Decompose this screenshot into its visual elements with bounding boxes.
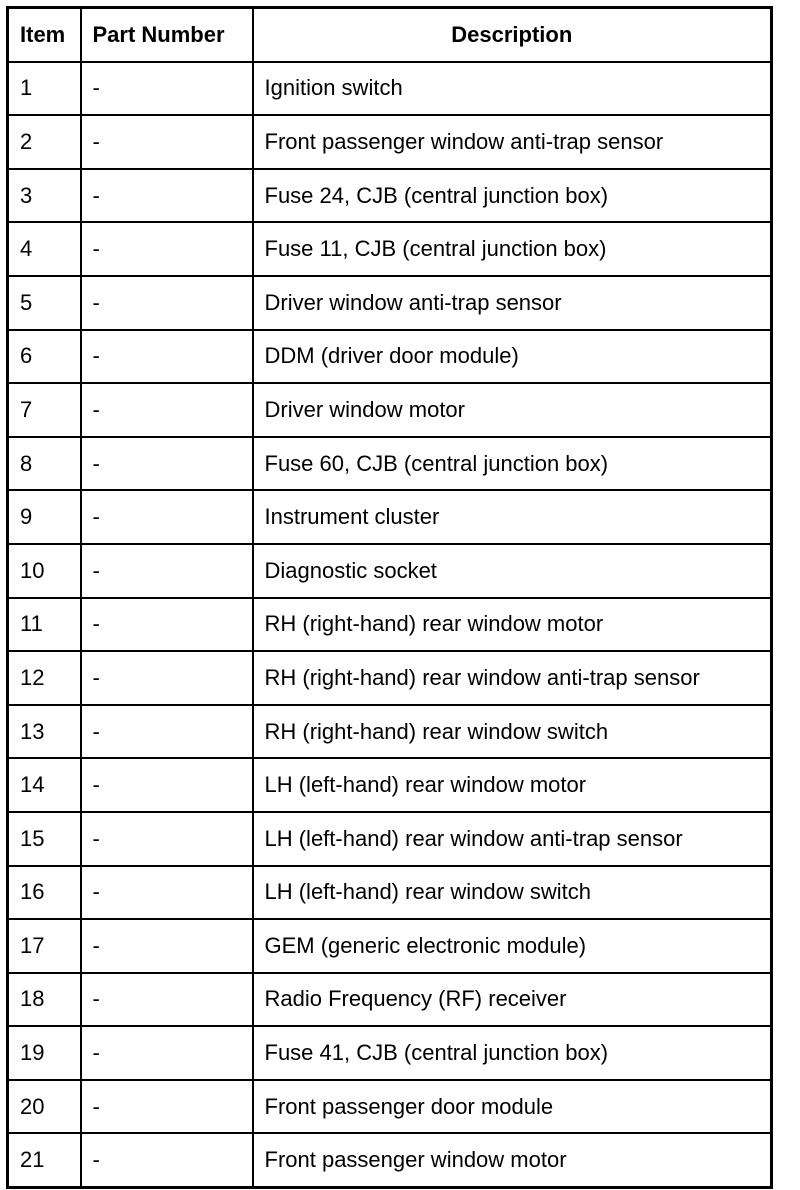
cell-item: 11: [8, 598, 81, 652]
table-row: [8, 222, 772, 276]
cell-part-number: -: [81, 651, 253, 705]
cell-item: 2: [8, 115, 81, 169]
parts-table: [6, 6, 773, 1189]
cell-description: Driver window anti-trap sensor: [253, 276, 772, 330]
table-row: [8, 598, 772, 652]
cell-description: Front passenger window anti-trap sensor: [253, 115, 772, 169]
cell-item: 20: [8, 1080, 81, 1134]
cell-description: Instrument cluster: [253, 490, 772, 544]
cell-description: Front passenger window motor: [264, 1147, 567, 1173]
table-row: [8, 812, 772, 866]
cell-item: 21: [8, 1133, 81, 1187]
table-row: [8, 919, 772, 973]
cell-description: Fuse 60, CJB (central junction box): [253, 437, 772, 491]
cell-item: 4: [8, 222, 81, 276]
cell-item: 12: [8, 651, 81, 705]
cell-description: RH (right-hand) rear window anti-trap sensor: [253, 651, 772, 705]
cell-description: Fuse 24, CJB (central junction box): [253, 169, 772, 223]
cell-part-number: -: [81, 437, 253, 491]
table-row: [8, 169, 772, 223]
table-row: [8, 1026, 772, 1080]
table-row: [8, 866, 772, 920]
header-item: Item: [8, 8, 81, 62]
cell-description: Ignition switch: [253, 62, 772, 116]
cell-description: Diagnostic socket: [253, 544, 772, 598]
cell-item: 19: [8, 1026, 81, 1080]
cell-item: 3: [8, 169, 81, 223]
cell-description: LH (left-hand) rear window anti-trap sensor: [253, 812, 772, 866]
cell-description: Radio Frequency (RF) receiver: [253, 973, 772, 1027]
cell-item: 6: [8, 330, 81, 384]
cell-part-number: -: [81, 758, 253, 812]
cell-description: Front passenger door module: [253, 1080, 772, 1134]
header-description: Description: [253, 8, 772, 62]
cell-description: Driver window motor: [253, 383, 772, 437]
cell-description: Fuse 11, CJB (central junction box): [253, 222, 772, 276]
cell-item: 7: [8, 383, 81, 437]
table-row: [8, 62, 772, 116]
cell-part-number: -: [81, 705, 253, 759]
cell-part-number: -: [81, 383, 253, 437]
cell-description: GEM (generic electronic module): [253, 919, 772, 973]
cell-item: 10: [8, 544, 81, 598]
cell-description: LH (left-hand) rear window motor: [253, 758, 772, 812]
cell-item: 1: [8, 62, 81, 116]
cell-description: Fuse 41, CJB (central junction box): [253, 1026, 772, 1080]
cell-item: 15: [8, 812, 81, 866]
cell-part-number: -: [81, 62, 253, 116]
cell-part-number: -: [81, 812, 253, 866]
cell-part-number: -: [81, 973, 253, 1027]
table-row: [8, 758, 772, 812]
cell-part-number: -: [81, 544, 253, 598]
table-row: [8, 490, 772, 544]
header-part-number: Part Number: [81, 8, 253, 62]
table-row: [8, 1133, 772, 1187]
table-row: [8, 651, 772, 705]
cell-item: 13: [8, 705, 81, 759]
cell-item: 18: [8, 973, 81, 1027]
cell-part-number: -: [81, 330, 253, 384]
table-body: [8, 62, 772, 1188]
cell-item: 16: [8, 866, 81, 920]
cell-item: 9: [8, 490, 81, 544]
table-row: [8, 544, 772, 598]
cell-part-number: -: [81, 222, 253, 276]
cell-description: LH (left-hand) rear window switch: [253, 866, 772, 920]
cell-part-number: -: [81, 1080, 253, 1134]
cell-part-number: -: [81, 169, 253, 223]
cell-part-number: -: [81, 276, 253, 330]
table-row: [8, 973, 772, 1027]
table-row: [8, 115, 772, 169]
cell-part-number: -: [81, 1026, 253, 1080]
cell-item: 14: [8, 758, 81, 812]
table-row: [8, 437, 772, 491]
cell-description: RH (right-hand) rear window switch: [253, 705, 772, 759]
table-row: [8, 705, 772, 759]
table-row: [8, 1080, 772, 1134]
cell-part-number: -: [81, 1133, 253, 1187]
table-header-row: [8, 8, 772, 62]
cell-part-number: -: [81, 598, 253, 652]
cell-part-number: -: [81, 115, 253, 169]
cell-part-number: -: [81, 919, 253, 973]
cell-item: 8: [8, 437, 81, 491]
cell-item: 5: [8, 276, 81, 330]
cell-description: RH (right-hand) rear window motor: [253, 598, 772, 652]
table-row: [8, 330, 772, 384]
cell-part-number: -: [81, 866, 253, 920]
cell-item: 17: [8, 919, 81, 973]
cell-part-number: -: [81, 490, 253, 544]
cell-description: DDM (driver door module): [253, 330, 772, 384]
table-row: [8, 383, 772, 437]
table-row: [8, 276, 772, 330]
